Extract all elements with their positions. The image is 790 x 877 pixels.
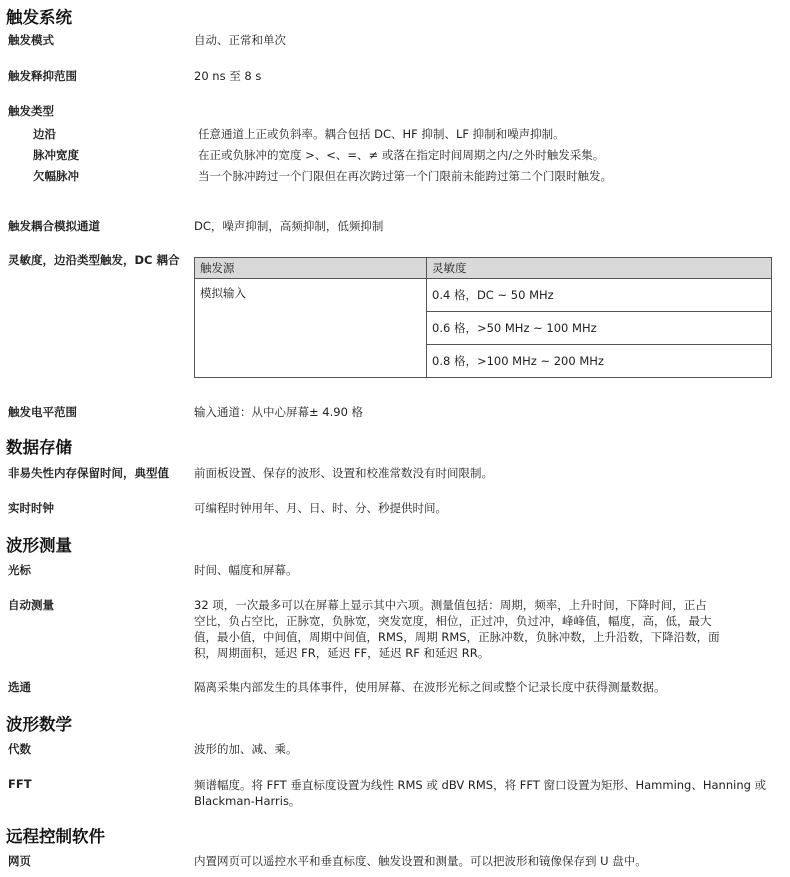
- fft-label: FFT: [8, 777, 32, 791]
- trigger-type-edge-value: 任意通道上正或负斜率。耦合包括 DC、HF 抑制、LF 抑制和噪声抑制。: [198, 127, 565, 141]
- trigger-type-pulse-width-label: 脉冲宽度: [33, 148, 79, 162]
- trigger-mode-label: 触发模式: [8, 33, 54, 47]
- trigger-types-label: 触发类型: [8, 104, 54, 118]
- sensitivity-table: [194, 257, 772, 378]
- web-page-label: 网页: [8, 854, 31, 868]
- section-title-waveform-math: 波形数学: [6, 715, 72, 734]
- algebra-label: 代数: [8, 742, 31, 756]
- auto-measurement-line-2: 空比，负占空比，正脉宽，负脉宽，突发宽度，相位，正过冲，负过冲，峰峰值，幅度，高，低，最大: [194, 614, 712, 628]
- real-time-clock-label: 实时时钟: [8, 501, 54, 515]
- sensitivity-label: 灵敏度，边沿类型触发，DC 耦合: [8, 253, 180, 267]
- auto-measurement-line-1: 32 项，一次最多可以在屏幕上显示其中六项。测量值包括：周期，频率，上升时间，下降时间，正占: [194, 598, 707, 612]
- trigger-mode-value: 自动、正常和单次: [194, 33, 286, 47]
- trigger-level-label: 触发电平范围: [8, 405, 77, 419]
- nonvolatile-retention-value: 前面板设置、保存的波形、设置和校准常数没有时间限制。: [194, 466, 493, 480]
- table-cell-sensitivity: 0.8 格，>100 MHz ~ 200 MHz: [427, 345, 772, 378]
- algebra-value: 波形的加、减、乘。: [194, 742, 298, 756]
- cursor-value: 时间、幅度和屏幕。: [194, 563, 298, 577]
- trigger-coupling-value: DC，噪声抑制，高频抑制，低频抑制: [194, 219, 384, 233]
- auto-measurement-line-4: 积，周期面积，延迟 FR，延迟 FF，延迟 RF 和延迟 RR。: [194, 646, 490, 660]
- cursor-label: 光标: [8, 563, 31, 577]
- table-cell-sensitivity: 0.4 格，DC ~ 50 MHz: [427, 279, 772, 312]
- auto-measurement-label: 自动测量: [8, 598, 54, 612]
- section-title-remote-control: 远程控制软件: [6, 827, 105, 846]
- table-header-sensitivity: 灵敏度: [427, 258, 772, 279]
- auto-measurement-line-3: 值，最小值，中间值，周期中间值，RMS，周期 RMS，正脉冲数，负脉冲数，上升沿数，下降沿数，面: [194, 630, 720, 644]
- trigger-type-runt-label: 欠幅脉冲: [33, 169, 79, 183]
- table-header-row: [195, 258, 772, 279]
- gating-label: 选通: [8, 680, 31, 694]
- fft-line-1: 频谱幅度。将 FFT 垂直标度设置为线性 RMS 或 dBV RMS，将 FFT 窗口设置为矩形、Hamming、Hanning 或: [194, 778, 767, 792]
- trigger-type-edge-label: 边沿: [33, 127, 56, 141]
- real-time-clock-value: 可编程时钟用年、月、日、时、分、秒提供时间。: [194, 501, 447, 515]
- gating-value: 隔离采集内部发生的具体事件，使用屏幕、在波形光标之间或整个记录长度中获得测量数据。: [194, 680, 666, 694]
- table-header-source: 触发源: [195, 258, 427, 279]
- section-title-waveform-measurement: 波形测量: [6, 536, 72, 555]
- trigger-type-runt-value: 当一个脉冲跨过一个门限但在再次跨过第一个门限前未能跨过第二个门限时触发。: [198, 169, 612, 183]
- section-title-data-storage: 数据存储: [6, 438, 72, 457]
- table-cell-source: 模拟输入: [195, 279, 427, 378]
- web-page-value: 内置网页可以遥控水平和垂直标度、触发设置和测量。可以把波形和镜像保存到 U 盘中。: [194, 854, 647, 868]
- holdoff-range-value: 20 ns 至 8 s: [194, 69, 262, 83]
- trigger-level-value: 输入通道：从中心屏幕± 4.90 格: [194, 405, 364, 419]
- table-cell-sensitivity: 0.6 格，>50 MHz ~ 100 MHz: [427, 312, 772, 345]
- section-title-trigger-system: 触发系统: [6, 8, 72, 27]
- fft-line-2: Blackman-Harris。: [194, 794, 301, 808]
- holdoff-range-label: 触发释抑范围: [8, 69, 77, 83]
- trigger-coupling-label: 触发耦合模拟通道: [8, 219, 100, 233]
- trigger-type-pulse-width-value: 在正或负脉冲的宽度 >、<、=、≠ 或落在指定时间周期之内/之外时触发采集。: [198, 148, 605, 162]
- nonvolatile-retention-label: 非易失性内存保留时间，典型值: [8, 466, 169, 480]
- table-row: [195, 279, 772, 312]
